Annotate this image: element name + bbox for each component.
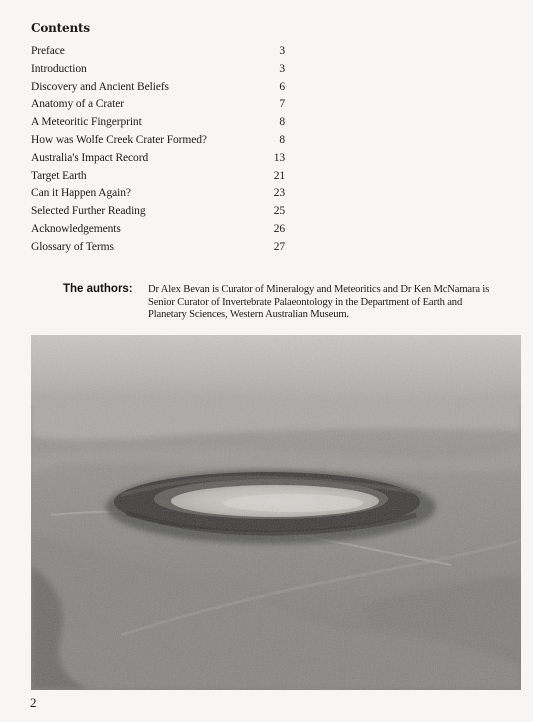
toc-entry-page: 21	[273, 169, 285, 182]
toc-entry-title: Target Earth	[31, 169, 87, 182]
toc-entry-page: 26	[273, 222, 285, 235]
toc-entry-title: Can it Happen Again?	[31, 187, 131, 200]
toc-entry	[31, 98, 285, 116]
toc-entry-page: 25	[273, 205, 285, 218]
toc-entry-page: 27	[273, 240, 285, 253]
toc-entry	[31, 134, 285, 152]
toc-entry-title: Preface	[31, 45, 65, 57]
toc-entry	[31, 116, 285, 134]
toc-entry	[31, 45, 285, 63]
toc-entry-page: 3	[279, 45, 285, 57]
table-of-contents	[31, 45, 285, 259]
toc-entry-title: How was Wolfe Creek Crater Formed?	[31, 133, 207, 146]
toc-entry-page: 8	[279, 116, 285, 129]
contents-heading: Contents	[31, 21, 90, 35]
authors-label: The authors:	[63, 283, 133, 295]
toc-entry-page: 7	[279, 98, 285, 111]
toc-entry	[31, 81, 285, 99]
toc-entry-title: Acknowledgements	[31, 222, 121, 235]
toc-entry	[31, 223, 285, 241]
toc-entry	[31, 63, 285, 81]
toc-entry-page: 23	[273, 187, 285, 200]
toc-entry-title: Selected Further Reading	[31, 205, 146, 218]
page-number: 2	[30, 695, 37, 710]
authors-note	[63, 282, 503, 322]
authors-text: Dr Alex Bevan is Curator of Mineralogy and Meteoritics and Dr Ken McNamara is Senior Curator of Invertebrate Palaeontology in the Department of Earth and Planetary Sciences, Western Australian Museum.	[148, 284, 490, 321]
toc-entry-title: Australia's Impact Record	[31, 151, 149, 164]
toc-entry-title: Anatomy of a Crater	[31, 98, 124, 111]
toc-entry-title: Glossary of Terms	[31, 240, 114, 253]
toc-entry	[31, 152, 285, 170]
crater-aerial-photo	[31, 335, 521, 690]
toc-entry-page: 3	[279, 62, 285, 75]
toc-entry-page: 13	[273, 151, 285, 164]
toc-entry	[31, 170, 285, 188]
toc-entry-title: Discovery and Ancient Beliefs	[31, 80, 169, 93]
toc-entry-title: Introduction	[31, 62, 87, 75]
toc-entry-page: 6	[279, 80, 285, 93]
toc-entry	[31, 241, 285, 259]
toc-entry	[31, 205, 285, 223]
toc-entry-title: A Meteoritic Fingerprint	[31, 116, 142, 129]
toc-entry-page: 8	[279, 133, 285, 146]
toc-entry	[31, 187, 285, 205]
